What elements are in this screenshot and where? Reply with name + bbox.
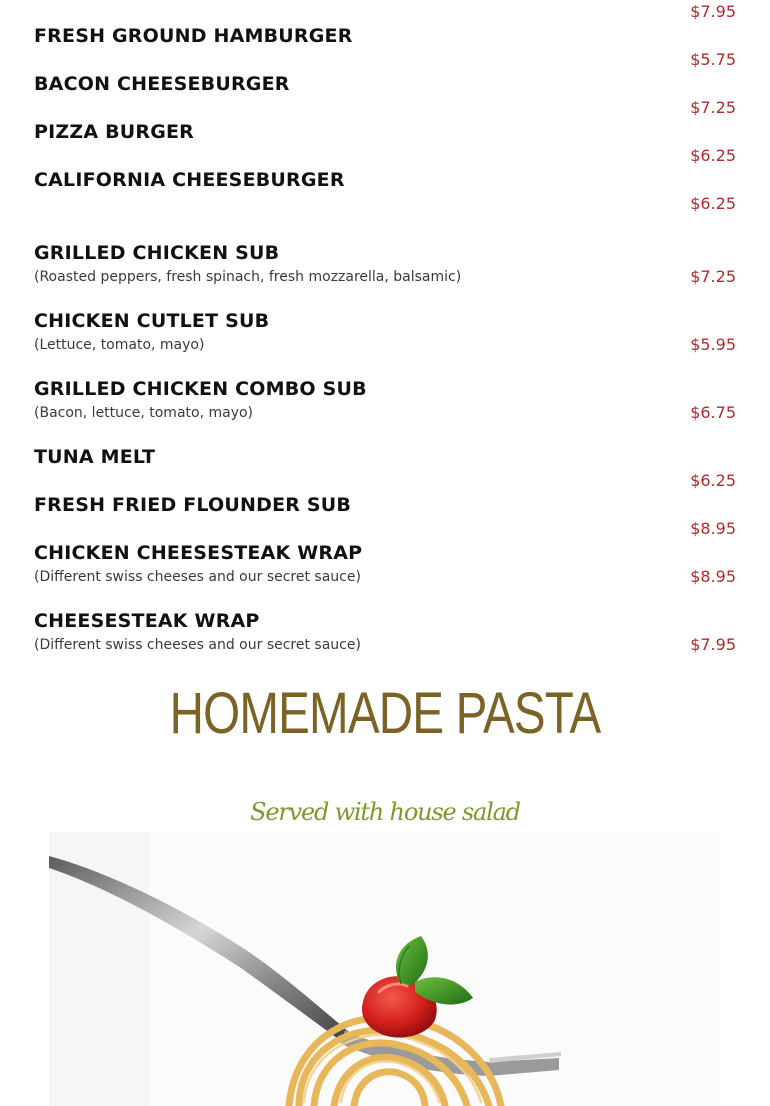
item-grilled-chicken-combo-sub: GRILLED CHICKEN COMBO SUB [34, 378, 367, 400]
price-grilled-chicken-combo-sub: $6.75 [690, 403, 736, 422]
item-tuna-melt: TUNA MELT [34, 446, 156, 468]
pasta-photo [49, 832, 720, 1106]
price-grilled-chicken-sub: $7.25 [690, 267, 736, 286]
price-pizza-burger: $6.25 [690, 146, 736, 165]
item-chicken-cheesesteak-wrap: CHICKEN CHEESESTEAK WRAP [34, 542, 363, 564]
price-fresh-fried-flounder-sub: $8.95 [690, 519, 736, 538]
price-bacon-cheeseburger: $7.25 [690, 98, 736, 117]
price-california-cheeseburger: $6.25 [690, 194, 736, 213]
desc-chicken-cheesesteak-wrap: (Different swiss cheeses and our secret sauce) [34, 569, 361, 585]
item-grilled-chicken-sub: GRILLED CHICKEN SUB [34, 242, 280, 264]
price-chicken-cheesesteak-wrap: $8.95 [690, 567, 736, 586]
item-california-cheeseburger: CALIFORNIA CHEESEBURGER [34, 169, 345, 191]
desc-chicken-cutlet-sub: (Lettuce, tomato, mayo) [34, 337, 205, 353]
desc-grilled-chicken-combo-sub: (Bacon, lettuce, tomato, mayo) [34, 405, 254, 421]
item-pizza-burger: PIZZA BURGER [34, 121, 195, 143]
fork-with-spaghetti-icon [49, 832, 720, 1106]
item-fresh-ground-hamburger: FRESH GROUND HAMBURGER [34, 25, 353, 47]
price-fresh-ground-hamburger: $5.75 [690, 50, 736, 69]
section-subtitle: Served with house salad [250, 798, 520, 826]
section-title-homemade-pasta: HOMEMADE PASTA [169, 681, 601, 746]
price-cheesesteak-wrap: $7.95 [690, 635, 736, 654]
desc-grilled-chicken-sub: (Roasted peppers, fresh spinach, fresh mozzarella, balsamic) [34, 269, 462, 285]
item-bacon-cheeseburger: BACON CHEESEBURGER [34, 73, 290, 95]
price-hamburger: $7.95 [690, 2, 736, 21]
desc-cheesesteak-wrap: (Different swiss cheeses and our secret sauce) [34, 637, 361, 653]
price-tuna-melt: $6.25 [690, 471, 736, 490]
item-cheesesteak-wrap: CHEESESTEAK WRAP [34, 610, 260, 632]
item-fresh-fried-flounder-sub: FRESH FRIED FLOUNDER SUB [34, 494, 352, 516]
price-chicken-cutlet-sub: $5.95 [690, 335, 736, 354]
item-chicken-cutlet-sub: CHICKEN CUTLET SUB [34, 310, 270, 332]
